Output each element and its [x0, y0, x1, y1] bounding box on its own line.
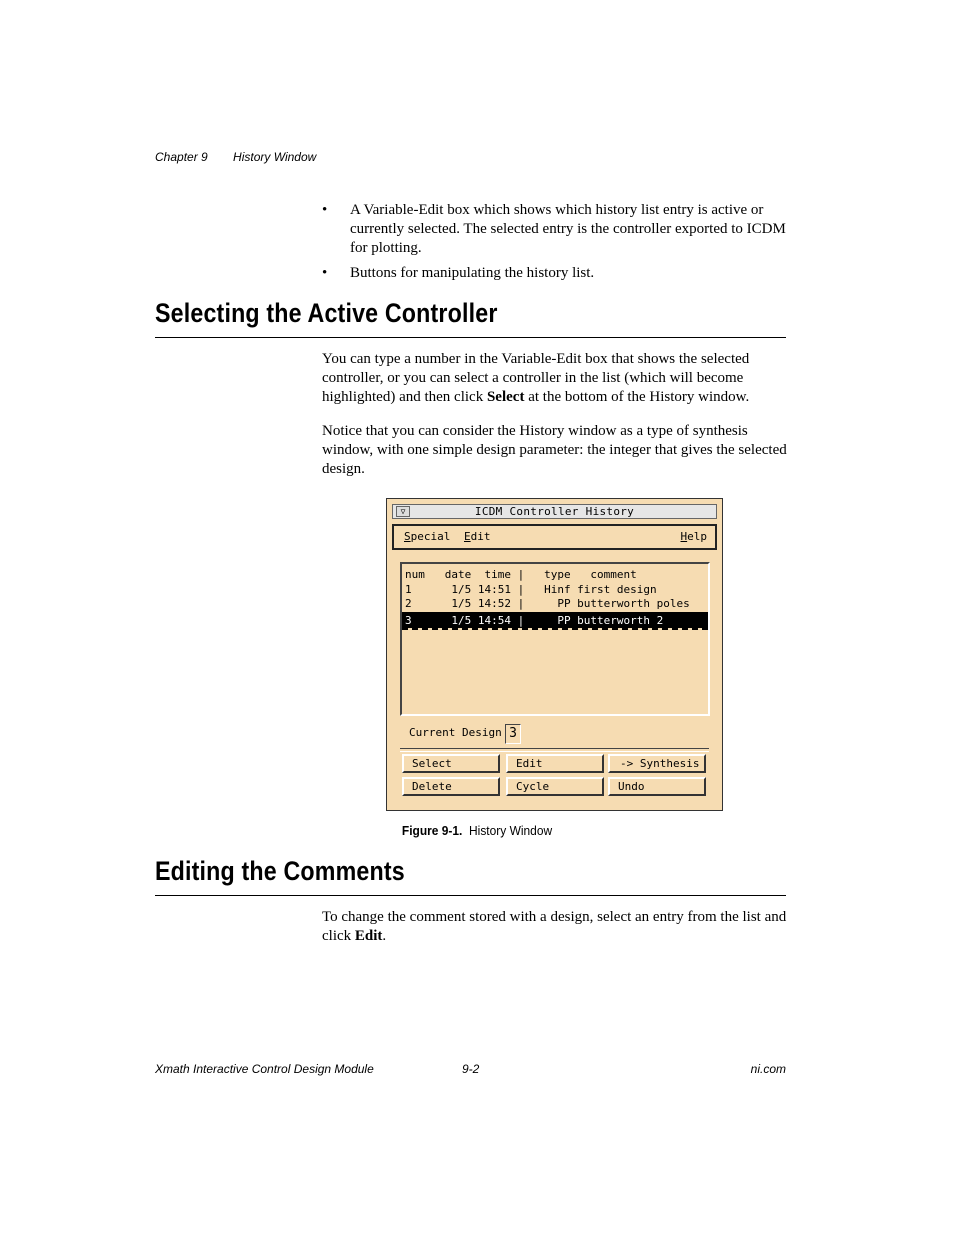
- footer-title: Xmath Interactive Control Design Module: [155, 1062, 374, 1076]
- title-bar: [392, 504, 717, 519]
- undo-button[interactable]: Undo: [608, 777, 706, 796]
- menu-special[interactable]: [404, 530, 450, 543]
- figure-title: History Window: [469, 823, 553, 838]
- heading-rule: [155, 895, 786, 896]
- edit-button[interactable]: Edit: [506, 754, 604, 773]
- menu-label: elp: [687, 530, 707, 543]
- paragraph: [322, 350, 787, 407]
- figure-caption: [38, 823, 916, 838]
- paragraph: Notice that you can consider the History window as a type of synthesis window, with one simple design parameter: the integer that gives the selected design.: [322, 423, 787, 477]
- bullet-text: A Variable-Edit box which shows which history list entry is active or currently selected. The selected entry is the controller exported to ICDM for plotting.: [350, 202, 786, 256]
- list-item: [322, 264, 787, 283]
- menu-help[interactable]: [681, 530, 708, 543]
- bullet-list: [322, 201, 787, 289]
- bullet-symbol: •: [322, 265, 328, 281]
- running-header: [155, 150, 338, 164]
- synthesis-button[interactable]: -> Synthesis: [608, 754, 706, 773]
- paragraph-text: You can type a number in the Variable-Edit box that shows the selected controller, or you can select a controller in the list (which will become highlighted) and then click: [322, 351, 750, 405]
- section-heading: Editing the Comments: [155, 856, 405, 886]
- select-button[interactable]: Select: [402, 754, 500, 773]
- menu-bar: [392, 524, 717, 550]
- bullet-symbol: •: [322, 202, 328, 218]
- window-menu-icon[interactable]: ▽: [396, 506, 410, 517]
- menu-label: pecial: [410, 530, 451, 543]
- current-design-label: Current Design: [409, 726, 502, 739]
- selection-outline: [402, 612, 708, 631]
- menu-edit[interactable]: [464, 530, 491, 543]
- list-item: [322, 201, 787, 258]
- mnemonic: E: [464, 530, 471, 543]
- list-item-selected[interactable]: 3 1/5 14:54 | PP butterworth 2: [402, 612, 708, 629]
- history-list[interactable]: [400, 562, 710, 716]
- paragraph-text: .: [382, 928, 387, 944]
- history-window-screenshot: [386, 498, 723, 811]
- paragraph-text: at the bottom of the History window.: [524, 389, 750, 405]
- footer-url: ni.com: [750, 1062, 786, 1076]
- bold-term: Edit: [354, 928, 383, 944]
- cycle-button[interactable]: Cycle: [506, 777, 604, 796]
- window-title: ICDM Controller History: [474, 505, 635, 518]
- bold-term: Select: [486, 389, 525, 405]
- heading-rule: [155, 337, 786, 338]
- section-heading: Selecting the Active Controller: [155, 298, 498, 328]
- delete-button[interactable]: Delete: [402, 777, 500, 796]
- paragraph-text: To change the comment stored with a design, select an entry from the list and click: [322, 909, 787, 944]
- current-design-field[interactable]: 3: [505, 724, 521, 744]
- menu-label: dit: [470, 530, 491, 543]
- section-label: History Window: [233, 150, 317, 164]
- mnemonic: H: [680, 530, 688, 543]
- list-header: num date time | type comment: [405, 568, 637, 581]
- chapter-label: Chapter 9: [155, 150, 208, 164]
- figure-label: Figure 9-1.: [401, 823, 463, 838]
- divider: [400, 748, 709, 752]
- mnemonic: S: [404, 530, 411, 543]
- page-number: 9-2: [462, 1062, 480, 1076]
- list-item[interactable]: 1 1/5 14:51 | Hinf first design: [405, 582, 657, 596]
- list-item[interactable]: 2 1/5 14:52 | PP butterworth poles: [405, 597, 690, 610]
- paragraph: [322, 908, 787, 946]
- bullet-text: Buttons for manipulating the history list.: [350, 265, 595, 281]
